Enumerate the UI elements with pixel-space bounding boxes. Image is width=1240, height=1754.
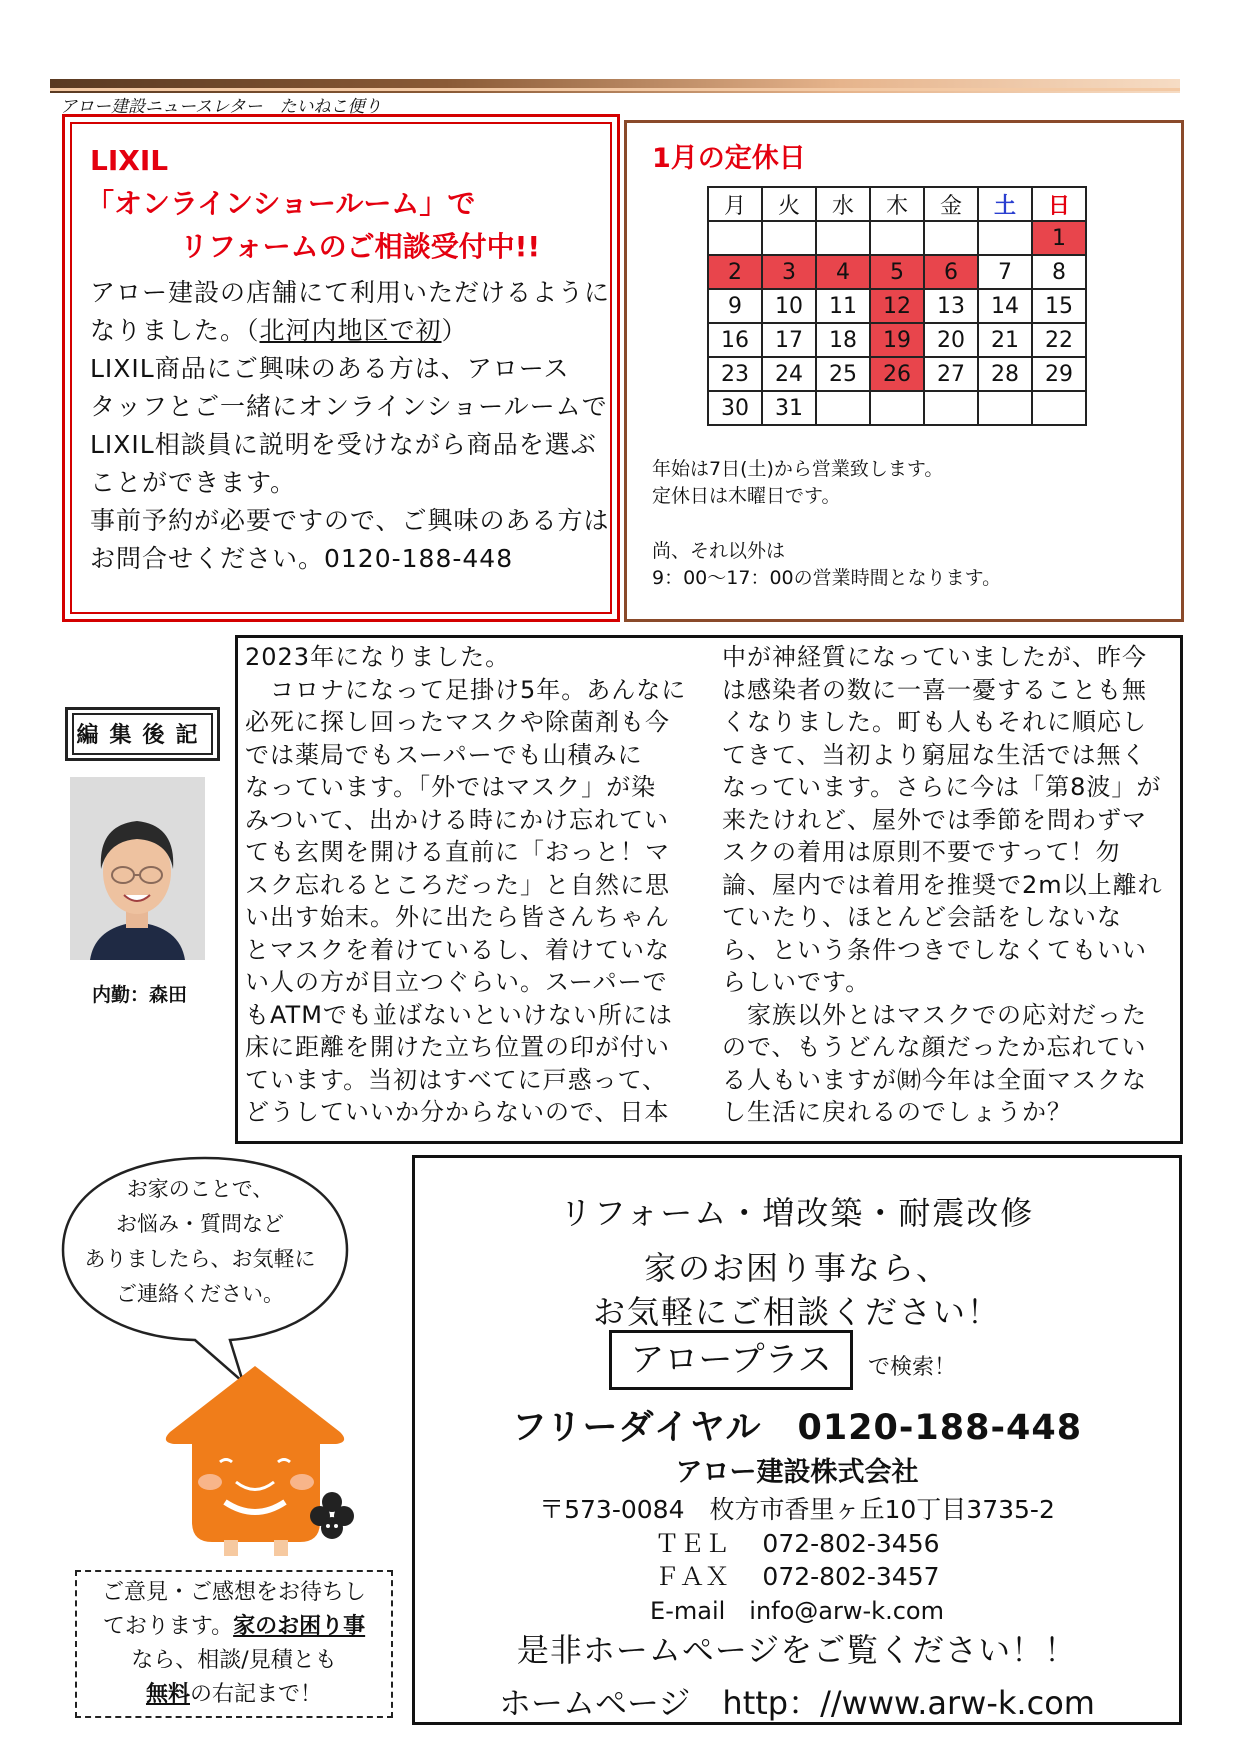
essay-column-right xyxy=(722,641,1177,1129)
feedback-text: の右記まで！ xyxy=(190,1682,323,1707)
bubble-line: ご連絡ください。 xyxy=(116,1282,284,1306)
calendar-day-closed: 19 xyxy=(870,323,924,357)
calendar-day: 29 xyxy=(1032,357,1086,391)
bubble-line: お悩み・質問など xyxy=(116,1212,284,1236)
company-tel[interactable]: ＴＥＬ 072-802-3456 xyxy=(654,1529,940,1558)
calendar-day: 30 xyxy=(708,391,762,425)
essay-line: スク忘れるところだった」と自然に思 xyxy=(245,870,670,899)
company-email[interactable]: E-mail info@arw-k.com xyxy=(650,1597,944,1625)
calendar-day-empty xyxy=(708,221,762,255)
calendar-week-row xyxy=(708,255,1086,289)
calendar-day-closed: 2 xyxy=(708,255,762,289)
essay-line: ので、もうどんな顔だったか忘れてい xyxy=(722,1033,1147,1061)
essay-line: では薬局でもスーパーでも山積みに xyxy=(245,740,643,769)
calendar-day-closed: 5 xyxy=(870,255,924,289)
calendar-day-empty xyxy=(870,391,924,425)
calendar-note: 9：00～17：00の営業時間となります。 xyxy=(652,567,1002,589)
lixil-title-line2: 「オンラインショールーム」で xyxy=(86,187,476,220)
calendar-day: 31 xyxy=(762,391,816,425)
search-suffix: で検索！ xyxy=(868,1355,957,1380)
calendar-day: 16 xyxy=(708,323,762,357)
calendar-day: 10 xyxy=(762,289,816,323)
calendar-day-closed: 6 xyxy=(924,255,978,289)
lixil-body-line xyxy=(90,312,610,350)
essay-line: い出す始末。外に出たら皆さんちゃん xyxy=(245,903,670,931)
calendar-note: 尚、それ以外は xyxy=(652,540,786,562)
lixil-body-text: なりました。（ xyxy=(90,316,260,345)
calendar-day-empty xyxy=(816,391,870,425)
feedback-line: なら、相談/見積とも xyxy=(131,1648,337,1673)
calendar-day-empty xyxy=(978,391,1032,425)
calendar-day: 17 xyxy=(762,323,816,357)
calendar-day-closed: 12 xyxy=(870,289,924,323)
lixil-body-line: ことができます。 xyxy=(90,468,297,497)
essay-column-left xyxy=(245,641,700,1129)
calendar-day-empty xyxy=(924,391,978,425)
essay-line: ていたり、ほとんど会話をしないな xyxy=(722,903,1122,931)
lixil-body-line: LIXIL相談員に説明を受けながら商品を選ぶ xyxy=(90,430,597,459)
essay-line: 床に距離を開けた立ち位置の印が付い xyxy=(245,1033,670,1061)
essay-line: ても玄関を開ける直前に「おっと！マ xyxy=(245,838,670,866)
staff-caption: 内勤：森田 xyxy=(92,984,188,1006)
essay-line: 必死に探し回ったマスクや除菌剤も今 xyxy=(245,708,670,736)
calendar-day: 15 xyxy=(1032,289,1086,323)
bubble-line: ありましたら、お気軽に xyxy=(84,1247,316,1271)
calendar-day: 7 xyxy=(978,255,1032,289)
feedback-line: ご意見・ご感想をお待ちし xyxy=(101,1580,366,1605)
calendar-day-closed: 26 xyxy=(870,357,924,391)
calendar-day: 20 xyxy=(924,323,978,357)
calendar-day: 28 xyxy=(978,357,1032,391)
calendar-header-row xyxy=(708,187,1086,221)
bubble-text xyxy=(70,1172,330,1312)
calendar-week-row xyxy=(708,289,1086,323)
calendar-day-empty xyxy=(816,221,870,255)
editor-label: 編集後記 xyxy=(72,713,213,755)
calendar-day-empty xyxy=(924,221,978,255)
calendar-day: 27 xyxy=(924,357,978,391)
calendar-week-row xyxy=(708,323,1086,357)
lixil-body-line: 事前予約が必要ですので、ご興味のある方は xyxy=(90,506,610,535)
weekday-header: 月 xyxy=(708,187,762,221)
essay-line: てきて、当初より窮屈な生活では無く xyxy=(722,740,1147,769)
essay-line: 家族以外とはマスクでの応対だった xyxy=(722,1000,1147,1029)
essay-line: ています。当初はすべてに戸惑って、 xyxy=(245,1065,668,1094)
calendar-week-row xyxy=(708,221,1086,255)
weekday-header: 水 xyxy=(816,187,870,221)
calendar-day-empty xyxy=(1032,391,1086,425)
lixil-body xyxy=(90,274,610,578)
calendar-day-closed: 4 xyxy=(816,255,870,289)
essay-line: とマスクを着けているし、着けていな xyxy=(245,935,670,964)
calendar-day: 18 xyxy=(816,323,870,357)
lixil-body-line: アロー建設の店舗にて利用いただけるように xyxy=(90,278,611,307)
calendar-day: 13 xyxy=(924,289,978,323)
essay-line: くなりました。町も人もそれに順応し xyxy=(722,708,1147,736)
calendar-day: 11 xyxy=(816,289,870,323)
calendar-day-empty xyxy=(870,221,924,255)
calendar-day: 22 xyxy=(1032,323,1086,357)
calendar-day: 21 xyxy=(978,323,1032,357)
weekday-header: 木 xyxy=(870,187,924,221)
contact-tagline: 家のお困り事なら、 xyxy=(643,1249,950,1287)
calendar-week-row xyxy=(708,357,1086,391)
calendar-day-empty xyxy=(762,221,816,255)
feedback-box xyxy=(75,1570,393,1718)
essay-line: コロナになって足掛け5年。あんなに xyxy=(245,675,687,704)
calendar-week-row xyxy=(708,391,1086,425)
lixil-underlined-text: 北河内地区で初 xyxy=(259,316,442,345)
bubble-line: お家のことで、 xyxy=(126,1177,274,1201)
homepage-message: 是非ホームページをご覧ください！！ xyxy=(516,1631,1078,1669)
newsletter-title: アロー建設ニュースレター たいねこ便り xyxy=(60,97,382,117)
lixil-body-line: タッフとご一緒にオンラインショールームで xyxy=(90,392,608,421)
essay-line: 来たけれど、屋外では季節を問わずマ xyxy=(722,805,1147,834)
staff-photo xyxy=(70,777,205,960)
free-dial[interactable]: フリーダイヤル 0120-188-448 xyxy=(511,1408,1083,1448)
weekday-header-sunday: 日 xyxy=(1032,187,1086,221)
search-term-box[interactable]: アロープラス xyxy=(609,1330,853,1390)
essay-line: ら、という条件つきでしなくてもいい xyxy=(722,935,1147,964)
weekday-header: 火 xyxy=(762,187,816,221)
feedback-line xyxy=(77,1610,391,1644)
calendar-day-empty xyxy=(978,221,1032,255)
essay-line: どうしていいか分からないので、日本 xyxy=(245,1098,670,1126)
essay-line: もATMでも並ばないといけない所には xyxy=(245,1000,673,1029)
feedback-line xyxy=(77,1678,391,1712)
calendar-day: 23 xyxy=(708,357,762,391)
calendar-day: 14 xyxy=(978,289,1032,323)
company-name: アロー建設株式会社 xyxy=(675,1457,919,1488)
feedback-emphasis: 家のお困り事 xyxy=(233,1614,366,1639)
calendar-day: 8 xyxy=(1032,255,1086,289)
essay-line: らしいです。 xyxy=(722,968,871,996)
feedback-text: ております。 xyxy=(102,1614,234,1639)
calendar-day: 24 xyxy=(762,357,816,391)
lixil-title-line3: リフォームのご相談受付中!! xyxy=(180,230,541,263)
essay-line: みついて、出かける時にかけ忘れてい xyxy=(245,805,670,834)
calendar-day: 25 xyxy=(816,357,870,391)
calendar-day-closed: 3 xyxy=(762,255,816,289)
calendar-day-closed: 1 xyxy=(1032,221,1086,255)
essay-line: なっています。「外ではマスク」が染 xyxy=(245,773,657,801)
staff-portrait-illustration xyxy=(70,777,205,960)
homepage-url[interactable]: ホームページ http：//www.arw-k.com xyxy=(499,1684,1095,1722)
essay-line: なっています。さらに今は「第8波」が xyxy=(722,773,1162,801)
essay-line: 2023年になりました。 xyxy=(245,643,511,671)
calendar-day: 9 xyxy=(708,289,762,323)
feedback-emphasis: 無料 xyxy=(145,1682,190,1707)
calendar-table xyxy=(707,186,1087,426)
company-address: 〒573-0084 枚方市香里ヶ丘10丁目3735-2 xyxy=(539,1495,1055,1524)
essay-line: 中が神経質になっていましたが、昨今 xyxy=(722,643,1147,671)
lixil-title-brand: LIXIL xyxy=(90,144,169,177)
essay-line: は感染者の数に一喜一憂することも無 xyxy=(722,675,1147,704)
essay-line: し生活に戻れるのでしょうか？ xyxy=(722,1098,1072,1126)
company-fax: ＦＡＸ 072-802-3457 xyxy=(654,1562,940,1591)
calendar-note: 年始は7日(土)から営業致します。 xyxy=(652,458,944,480)
lixil-body-line: お問合せください。0120-188-448 xyxy=(90,544,514,573)
essay-line: スクの着用は原則不要ですって！勿 xyxy=(722,838,1121,866)
essay-line: い人の方が目立つぐらい。スーパーで xyxy=(245,968,668,996)
essay-line: る人もいますが㈶今年は全面マスクな xyxy=(722,1065,1147,1094)
calendar-title: 1月の定休日 xyxy=(652,143,806,174)
header-decorative-bar-accent xyxy=(50,88,1180,91)
contact-tagline: お気軽にご相談ください！ xyxy=(592,1293,1001,1331)
lixil-body-line: LIXIL商品にご興味のある方は、アロース xyxy=(90,354,570,383)
lixil-body-text: ） xyxy=(441,316,468,345)
services-line: リフォーム・増改築・耐震改修 xyxy=(559,1194,1035,1232)
house-mascot-icon xyxy=(140,1362,370,1562)
weekday-header-saturday: 土 xyxy=(978,187,1032,221)
essay-line: 論、屋内では着用を推奨で2m以上離れ xyxy=(722,870,1163,899)
calendar-note: 定休日は木曜日です。 xyxy=(652,485,841,507)
weekday-header: 金 xyxy=(924,187,978,221)
